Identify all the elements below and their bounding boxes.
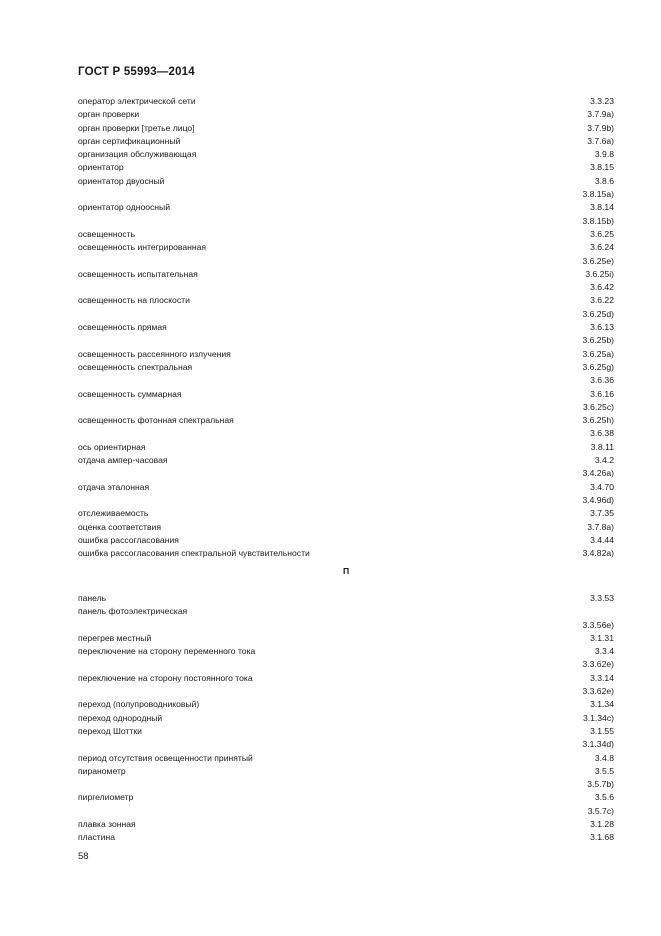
index-term: период отсутствия освещенности принятый	[78, 752, 253, 763]
index-reference: 3.4.26a)	[582, 468, 614, 479]
index-reference: 3.5.5	[594, 765, 614, 776]
index-reference: 3.6.22	[590, 295, 614, 306]
index-list-o	[78, 95, 614, 560]
index-entry	[78, 161, 614, 174]
index-reference: 3.6.25b)	[582, 335, 614, 346]
index-reference: 3.7.6a)	[587, 135, 614, 146]
index-entry	[78, 268, 614, 281]
index-term: пиргелиометр	[78, 792, 134, 803]
index-entry	[78, 738, 614, 751]
index-term: освещенность прямая	[78, 322, 167, 333]
index-entry	[78, 374, 614, 387]
index-reference: 3.1.68	[590, 832, 614, 843]
index-term: переход (полупроводниковый)	[78, 699, 200, 710]
index-reference: 3.8.6	[594, 175, 614, 186]
index-term: панель фотоэлектрическая	[78, 606, 188, 617]
index-entry	[78, 672, 614, 685]
index-entry	[78, 725, 614, 738]
index-term: плавка зонная	[78, 819, 136, 830]
index-term: перегрев местный	[78, 632, 152, 643]
index-term: ось ориентирная	[78, 441, 146, 452]
index-term: отдача ампер-часовая	[78, 455, 168, 466]
index-term: пиранометр	[78, 765, 126, 776]
index-entry	[78, 414, 614, 427]
index-entry	[78, 361, 614, 374]
index-reference: 3.4.96d)	[582, 494, 614, 505]
index-reference: 3.6.25h)	[582, 415, 614, 426]
index-reference: 3.6.38	[590, 428, 614, 439]
index-term: орган проверки	[78, 109, 140, 120]
index-reference: 3.3.14	[590, 672, 614, 683]
index-term: панель	[78, 593, 107, 603]
index-reference: 3.1.34d)	[582, 739, 614, 750]
index-reference: 3.9.8	[594, 149, 614, 160]
index-entry	[78, 348, 614, 361]
index-reference: 3.6.25d)	[582, 308, 614, 319]
index-entry	[78, 427, 614, 440]
index-term: освещенность фотонная спектральная	[78, 415, 234, 426]
index-entry	[78, 241, 614, 254]
index-entry	[78, 467, 614, 480]
index-entry	[78, 605, 614, 618]
index-term: ориентатор	[78, 162, 124, 173]
index-entry	[78, 388, 614, 401]
index-term: освещенность интегрированная	[78, 242, 207, 253]
index-entry	[78, 632, 614, 645]
index-reference: 3.1.34c)	[582, 712, 614, 723]
index-entry	[78, 547, 614, 560]
page-number: 58	[78, 851, 89, 862]
index-term: пластина	[78, 832, 116, 843]
index-reference: 3.4.44	[590, 534, 614, 545]
index-reference: 3.3.56e)	[582, 619, 614, 630]
index-reference: 3.6.36	[590, 375, 614, 386]
index-term: отдача эталонная	[78, 481, 150, 492]
index-reference: 3.6.42	[590, 282, 614, 293]
index-entry	[78, 645, 614, 658]
index-reference: 3.3.4	[594, 646, 614, 657]
index-reference: 3.8.15b)	[582, 215, 614, 226]
index-entry	[78, 95, 614, 108]
index-entry	[78, 215, 614, 228]
index-reference: 3.1.34	[590, 699, 614, 710]
index-entry	[78, 188, 614, 201]
index-term: освещенность спектральная	[78, 361, 193, 372]
index-term: переключение на сторону переменного тока	[78, 646, 256, 657]
index-reference: 3.8.15	[590, 162, 614, 173]
index-entry	[78, 805, 614, 818]
index-reference: 3.3.62e)	[582, 686, 614, 697]
index-term: освещенность на плоскости	[78, 295, 190, 306]
index-term: орган сертификационный	[78, 135, 181, 146]
index-reference: 3.8.11	[590, 441, 614, 452]
index-entry	[78, 175, 614, 188]
index-entry	[78, 281, 614, 294]
index-entry	[78, 454, 614, 467]
section-letter: П	[343, 566, 350, 576]
index-entry	[78, 135, 614, 148]
index-entry	[78, 712, 614, 725]
index-term: ошибка рассогласования спектральной чувствительности	[78, 548, 310, 559]
index-reference: 3.5.6	[594, 792, 614, 803]
index-reference: 3.1.31	[590, 632, 614, 643]
index-reference: 3.7.9a)	[587, 109, 614, 120]
index-term: отслеживаемость	[78, 508, 149, 519]
index-term: оператор электрической сети	[78, 96, 196, 106]
index-reference: 3.3.53	[590, 593, 614, 603]
index-entry	[78, 401, 614, 414]
index-reference: 3.5.7c)	[587, 805, 614, 816]
index-entry	[78, 294, 614, 307]
index-reference: 3.1.28	[590, 819, 614, 830]
index-reference: 3.1.55	[590, 725, 614, 736]
index-entry	[78, 685, 614, 698]
index-term: освещенность суммарная	[78, 388, 182, 399]
index-entry	[78, 481, 614, 494]
index-entry	[78, 765, 614, 778]
index-entry	[78, 108, 614, 121]
index-entry	[78, 148, 614, 161]
index-term: ошибка рассогласования	[78, 534, 179, 545]
index-reference: 3.4.82a)	[582, 548, 614, 559]
index-term: освещенность	[78, 228, 136, 239]
index-term: переход однородный	[78, 712, 163, 723]
index-entry	[78, 494, 614, 507]
index-entry	[78, 592, 614, 605]
index-reference: 3.6.25a)	[582, 348, 614, 359]
index-entry	[78, 228, 614, 241]
index-entry	[78, 752, 614, 765]
index-term: организация обслуживающая	[78, 149, 197, 160]
index-reference: 3.6.24	[590, 242, 614, 253]
index-entry	[78, 791, 614, 804]
index-entry	[78, 778, 614, 791]
index-reference: 3.6.13	[590, 322, 614, 333]
index-entry	[78, 619, 614, 632]
index-term: переход Шоттки	[78, 725, 142, 736]
index-entry	[78, 334, 614, 347]
index-reference: 3.6.16	[590, 388, 614, 399]
index-reference: 3.4.70	[590, 481, 614, 492]
index-entry	[78, 698, 614, 711]
index-entry	[78, 658, 614, 671]
index-entry	[78, 818, 614, 831]
index-reference: 3.4.2	[594, 455, 614, 466]
index-reference: 3.3.62e)	[582, 659, 614, 670]
index-term: оценка соответствия	[78, 521, 161, 532]
index-entry	[78, 201, 614, 214]
index-reference: 3.7.9b)	[587, 122, 614, 133]
index-entry	[78, 308, 614, 321]
document-header: ГОСТ Р 55993—2014	[78, 66, 195, 78]
index-reference: 3.7.35	[590, 508, 614, 519]
index-reference: 3.6.25	[590, 228, 614, 239]
index-entry	[78, 831, 614, 844]
index-reference: 3.6.25g)	[582, 361, 614, 372]
index-list-p	[78, 592, 614, 845]
index-term: ориентатор одноосный	[78, 202, 171, 213]
index-reference: 3.6.25i)	[585, 268, 614, 279]
index-term: освещенность рассеянного излучения	[78, 348, 231, 359]
index-entry	[78, 122, 614, 135]
index-entry	[78, 507, 614, 520]
index-entry	[78, 534, 614, 547]
index-entry	[78, 441, 614, 454]
index-term: ориентатор двуосный	[78, 175, 165, 186]
index-reference: 3.8.14	[590, 202, 614, 213]
index-reference: 3.6.25e)	[582, 255, 614, 266]
index-term: орган проверки [третье лицо]	[78, 122, 195, 133]
index-reference: 3.7.8a)	[587, 521, 614, 532]
index-reference: 3.6.25c)	[582, 401, 614, 412]
index-reference: 3.3.23	[590, 96, 614, 106]
index-entry	[78, 255, 614, 268]
index-entry	[78, 321, 614, 334]
index-entry	[78, 521, 614, 534]
index-reference: 3.8.15a)	[582, 189, 614, 200]
index-reference: 3.4.8	[594, 752, 614, 763]
index-reference: 3.5.7b)	[587, 779, 614, 790]
index-term: освещенность испытательная	[78, 268, 198, 279]
index-term: переключение на сторону постоянного тока	[78, 672, 253, 683]
